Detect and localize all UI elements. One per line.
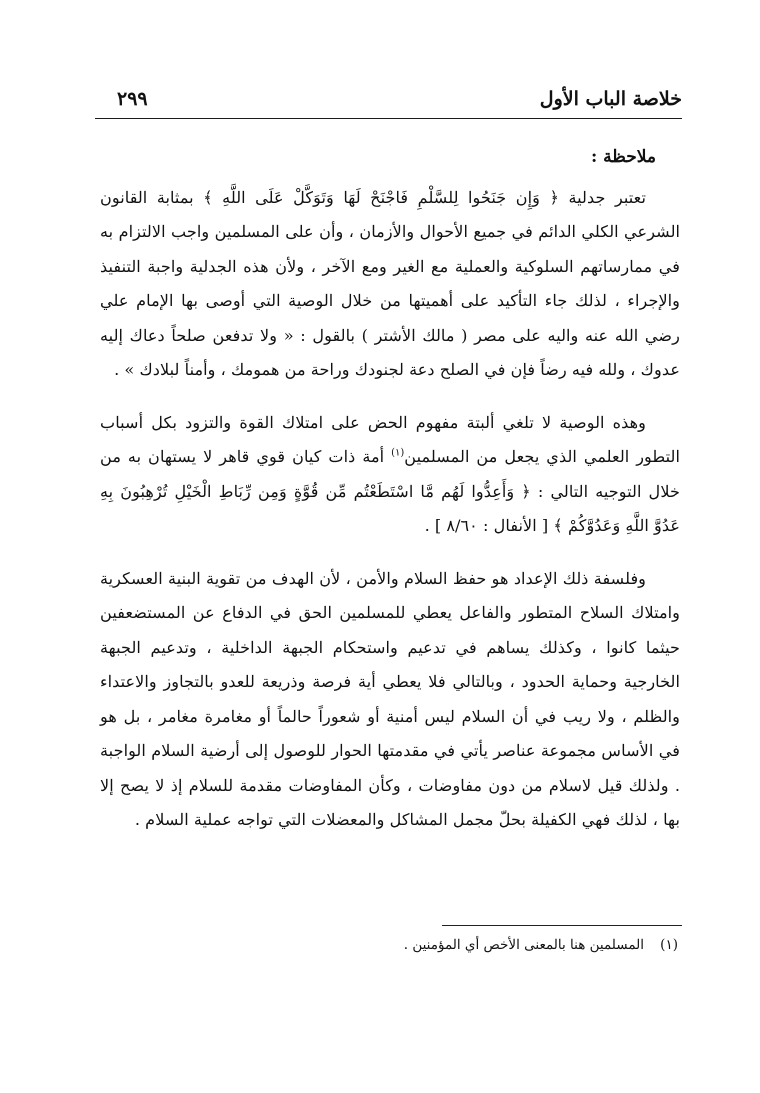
footnote-separator (442, 925, 682, 926)
paragraph-2-middle: أمة ذات كيان قوي قاهر لا يستهان به من خلال التوجيه التالي : (100, 447, 680, 501)
paragraph-1-body: بمثابة القانون الشرعي الكلي الدائم في جميع الأحوال والأزمان ، وأن على المسلمين واجب الالتزام به في ممارساتهم السلوكية والعملية مع الغير ومع الآخر ، ولأن هذه الجدلية واجبة التنفيذ والإجراء ، لذلك جاء التأكيد على أهميتها من خلال الوصية التي أوصى بها الإمام علي رضي الله عنه واليه على مصر ( مالك الأشتر ) بالقول : « ولا تدفعن صلحاً دعاك إليه عدوك ، ولله فيه رضاً فإن في الصلح دعة لجنودك وراحة من همومك ، وأمناً لبلادك » . (100, 187, 680, 379)
footnote (118, 934, 678, 956)
note-heading: ملاحظة : (590, 147, 656, 167)
quran-citation: [ الأنفال : ٨/٦٠ ] . (424, 516, 554, 535)
paragraph-2-intro: وهذه الوصية لا تلغي ألبتة مفهوم الحض على امتلاك القوة والتزود بكل أسباب التطور العلمي الذي يجعل من المسلمين (100, 412, 680, 466)
page-header (95, 78, 682, 119)
paragraph-2 (100, 406, 680, 544)
paragraph-1-intro: تعتبر جدلية (558, 187, 646, 207)
page-number: ٢٩٩ (117, 88, 148, 110)
quran-verse-1: ﴿ وَإِن جَنَحُوا لِلسَّلْمِ فَاجْنَحْ لَهَا وَتَوَكَّلْ عَلَى اللَّهِ ﴾ (203, 187, 559, 207)
body-text (100, 140, 680, 838)
footnote-number: (١) (660, 937, 678, 953)
footnote-text: المسلمين هنا بالمعنى الأخص أي المؤمنين . (403, 937, 644, 953)
paragraph-1 (100, 181, 680, 388)
footnote-marker: (١) (391, 447, 405, 459)
paragraph-3: وفلسفة ذلك الإعداد هو حفظ السلام والأمن ، لأن الهدف من تقوية البنية العسكرية وامتلاك السلاح المتطور والفاعل يعطي للمسلمين الحق في الدفاع عن المستضعفين حيثما كانوا ، وكذلك يساهم في تدعيم واستحكام الجبهة الداخلية ، وتدعيم الجبهة الخارجية وحماية الحدود ، وبالتالي فلا يعطي أية فرصة وذريعة للعدو بالتجاوز والاعتداء والظلم ، ولا ريب في أن السلام ليس أمنية أو شعوراً حالماً أو مغامرة مغامر ، بل هو في الأساس مجموعة عناصر يأتي في مقدمتها الحوار للوصول إلى أرضية السلام الواجبة . ولذلك قيل لاسلام من دون مفاوضات ، وكأن المفاوضات مقدمة للسلام إذ لا يصح إلا بها ، لذلك فهي الكفيلة بحلّ مجمل المشاكل والمعضلات التي تواجه عملية السلام . (100, 568, 680, 829)
quran-verse-2: ﴿ وَأَعِدُّوا لَهُم مَّا اسْتَطَعْتُم مِّن قُوَّةٍ وَمِن رِّبَاطِ الْخَيْلِ تُرْهِبُونَ بِهِ عَدُوَّ اللَّهِ وَعَدُوَّكُمْ ﴾ (100, 481, 680, 535)
running-title: خلاصة الباب الأول (539, 88, 682, 110)
